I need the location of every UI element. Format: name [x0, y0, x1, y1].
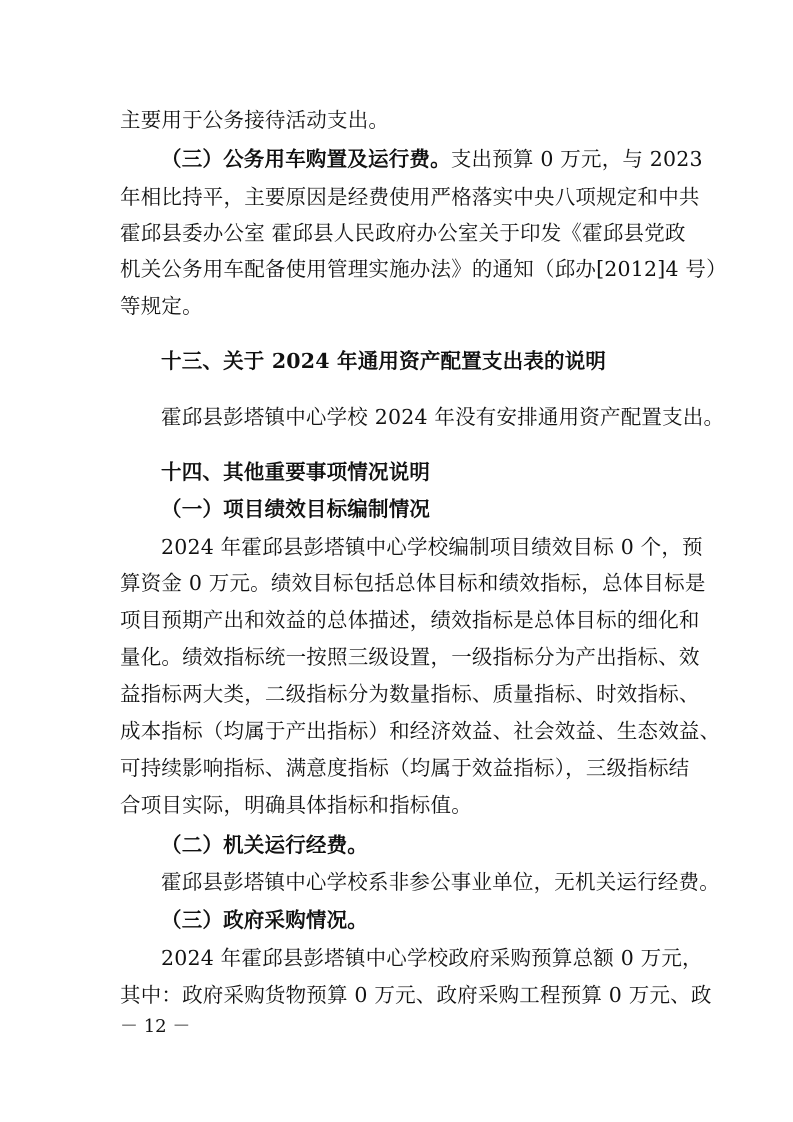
- text-line: 其中：政府采购货物预算 0 万元、政府采购工程预算 0 万元、政: [120, 983, 712, 1007]
- text-line: （三）公务用车购置及运行费。支出预算 0 万元，与 2023: [161, 147, 703, 171]
- page-number: － 12 －: [120, 1016, 191, 1037]
- section-heading: 十四、其他重要事项情况说明: [161, 460, 431, 484]
- text-line: 2024 年霍邱县彭塔镇中心学校编制项目绩效目标 0 个，预: [161, 535, 703, 559]
- text-line: 等规定。: [120, 294, 203, 318]
- section-heading: 十三、关于 2024 年通用资产配置支出表的说明: [161, 349, 607, 373]
- text-line: 量化。绩效指标统一按照三级设置，一级指标分为产出指标、效: [120, 645, 700, 669]
- text-line: 年相比持平，主要原因是经费使用严格落实中央八项规定和中共: [120, 185, 700, 209]
- text-line: 2024 年霍邱县彭塔镇中心学校政府采购预算总额 0 万元，: [161, 946, 703, 970]
- text-line: 主要用于公务接待活动支出。: [120, 108, 390, 132]
- subsection-heading: （一）项目绩效目标编制情况: [161, 497, 431, 521]
- subsection-heading: （二）机关运行经费。: [161, 833, 368, 857]
- text-line: 霍邱县彭塔镇中心学校系非参公事业单位，无机关运行经费。: [161, 870, 720, 894]
- text-line: 霍邱县彭塔镇中心学校 2024 年没有安排通用资产配置支出。: [161, 405, 725, 429]
- text-line: 益指标两大类，二级指标分为数量指标、质量指标、时效指标、: [120, 682, 700, 706]
- text-line: 算资金 0 万元。绩效目标包括总体目标和绩效指标，总体目标是: [120, 571, 706, 595]
- text-line: 霍邱县委办公室 霍邱县人民政府办公室关于印发《霍邱县党政: [120, 221, 686, 245]
- text-line: 机关公务用车配备使用管理实施办法》的通知（邱办[2012]4 号）: [120, 257, 727, 281]
- text-line: 成本指标（均属于产出指标）和经济效益、社会效益、生态效益、: [120, 719, 721, 743]
- text-line: 可持续影响指标、满意度指标（均属于效益指标），三级指标结: [120, 756, 690, 780]
- subsection-heading: （三）政府采购情况。: [161, 908, 368, 932]
- text-line: 合项目实际，明确具体指标和指标值。: [120, 793, 472, 817]
- inline-heading: （三）公务用车购置及运行费。: [161, 147, 451, 171]
- text-line: 项目预期产出和效益的总体描述，绩效指标是总体目标的细化和: [120, 608, 700, 632]
